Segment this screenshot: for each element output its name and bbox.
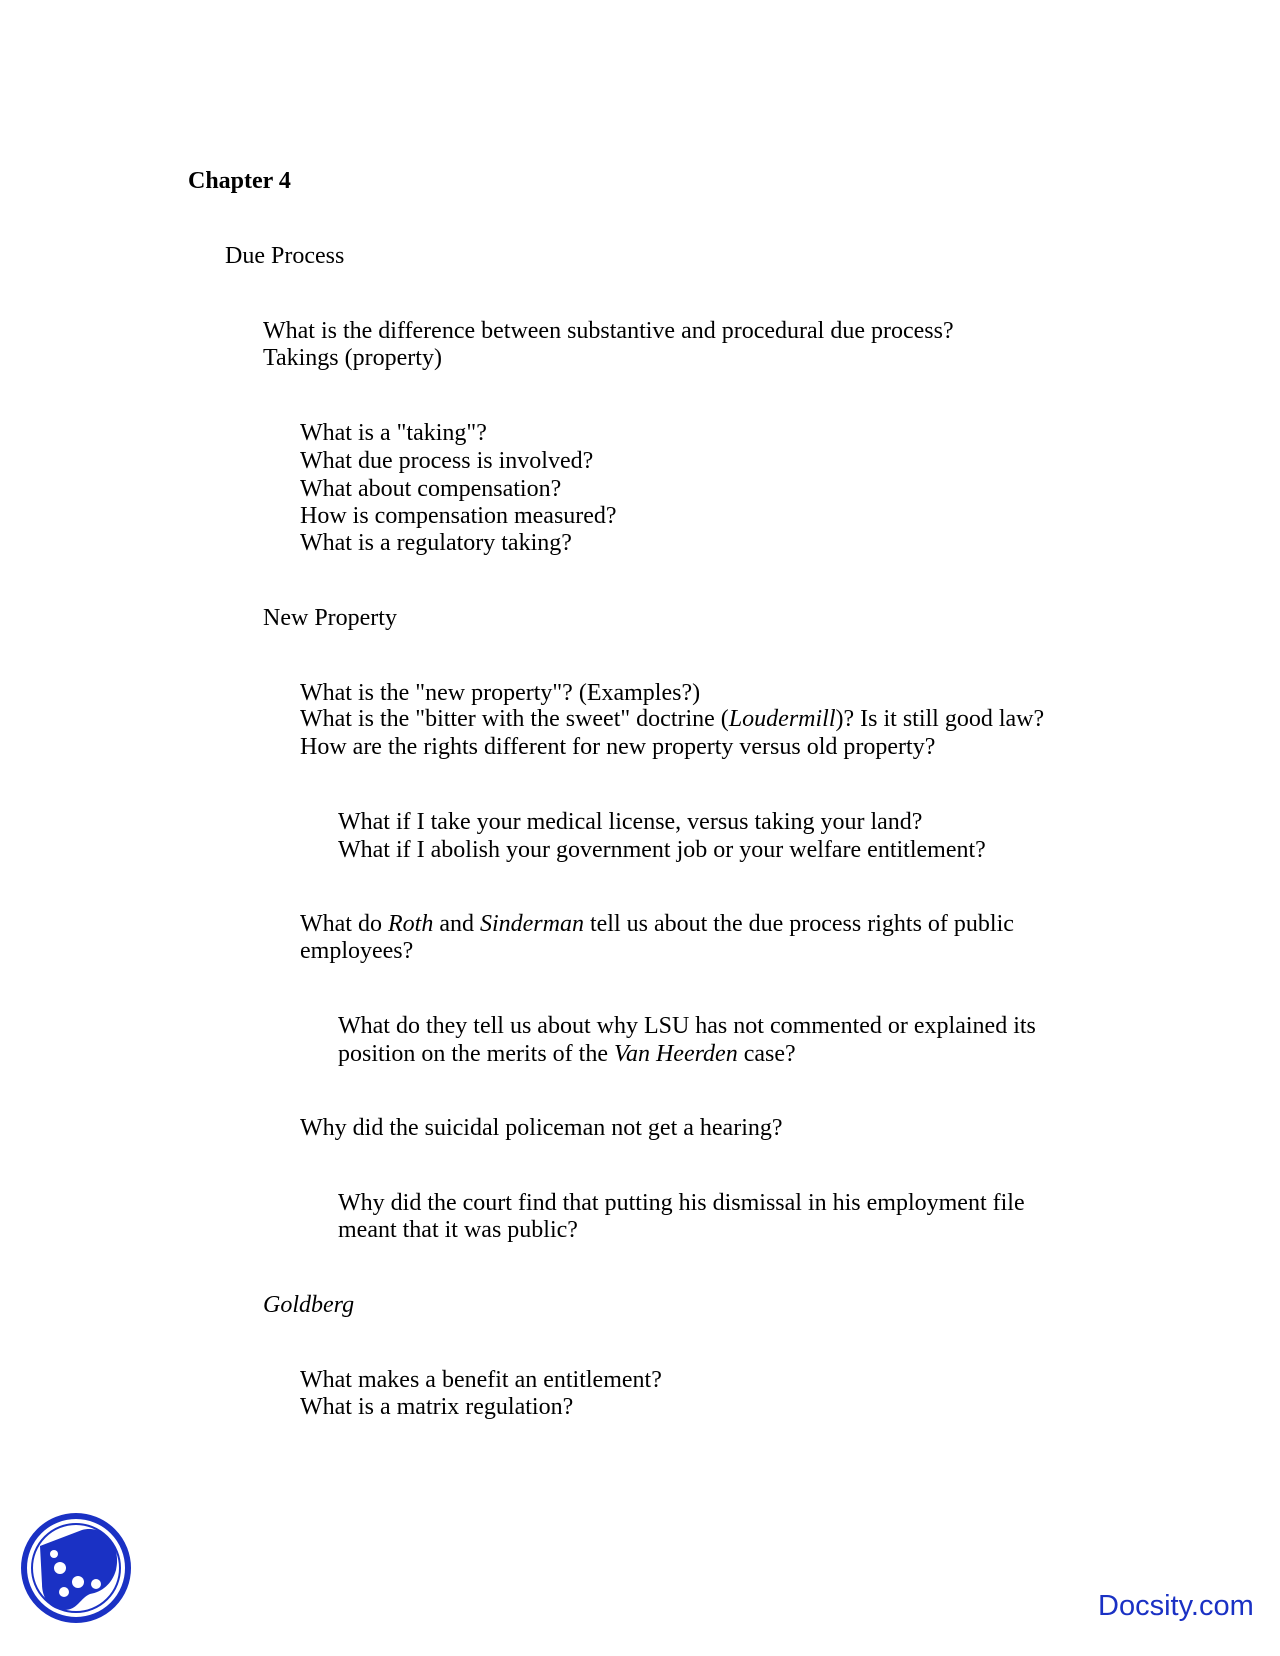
takings-question: What is a regulatory taking? bbox=[300, 530, 572, 556]
license-question: What if I take your medical license, versus taking your land? bbox=[338, 809, 923, 835]
takings-question: What is a "taking"? bbox=[300, 420, 487, 446]
dismissal-question-continued: meant that it was public? bbox=[338, 1217, 578, 1243]
docsity-logo-icon[interactable] bbox=[20, 1512, 132, 1624]
text-segment: What is the "bitter with the sweet" doctrine ( bbox=[300, 706, 729, 732]
takings-question: How is compensation measured? bbox=[300, 503, 617, 529]
new-property-question: What is the "new property"? (Examples?) bbox=[300, 680, 701, 706]
section-new-property: New Property bbox=[263, 605, 397, 631]
lsu-question-continued bbox=[338, 1040, 796, 1068]
bitter-sweet-question bbox=[300, 705, 1044, 733]
text-segment: tell us about the due process rights of public bbox=[583, 911, 1014, 937]
takings-question: What about compensation? bbox=[300, 476, 562, 502]
lsu-question: What do they tell us about why LSU has not commented or explained its bbox=[338, 1013, 1036, 1039]
case-name-roth: Roth bbox=[387, 911, 434, 937]
case-name-sinderman: Sinderman bbox=[479, 911, 584, 937]
roth-sinderman-question-continued: employees? bbox=[300, 938, 414, 964]
goldberg-question: What is a matrix regulation? bbox=[300, 1394, 574, 1420]
section-goldberg bbox=[263, 1291, 354, 1319]
case-name-van-heerden: Van Heerden bbox=[613, 1041, 738, 1067]
takings-question: What due process is involved? bbox=[300, 448, 594, 474]
docsity-brand-link[interactable]: Docsity.com bbox=[1098, 1590, 1254, 1622]
case-name-loudermill: Loudermill bbox=[728, 706, 836, 732]
dismissal-question: Why did the court find that putting his dismissal in his employment file bbox=[338, 1190, 1025, 1216]
roth-sinderman-question bbox=[300, 910, 1014, 938]
text-segment: What do bbox=[300, 911, 388, 937]
section-takings: Takings (property) bbox=[263, 345, 442, 371]
text-segment: position on the merits of the bbox=[338, 1041, 614, 1067]
policeman-question: Why did the suicidal policeman not get a hearing? bbox=[300, 1115, 783, 1141]
question-difference: What is the difference between substantive and procedural due process? bbox=[263, 318, 954, 344]
text-segment: and bbox=[433, 911, 480, 937]
case-name-goldberg: Goldberg bbox=[263, 1292, 355, 1318]
text-segment: )? Is it still good law? bbox=[835, 706, 1045, 732]
goldberg-question: What makes a benefit an entitlement? bbox=[300, 1367, 662, 1393]
section-due-process: Due Process bbox=[225, 243, 345, 269]
chapter-title: Chapter 4 bbox=[188, 168, 291, 194]
text-segment: case? bbox=[737, 1041, 796, 1067]
abolish-question: What if I abolish your government job or your welfare entitlement? bbox=[338, 837, 986, 863]
new-property-question: How are the rights different for new property versus old property? bbox=[300, 734, 936, 760]
